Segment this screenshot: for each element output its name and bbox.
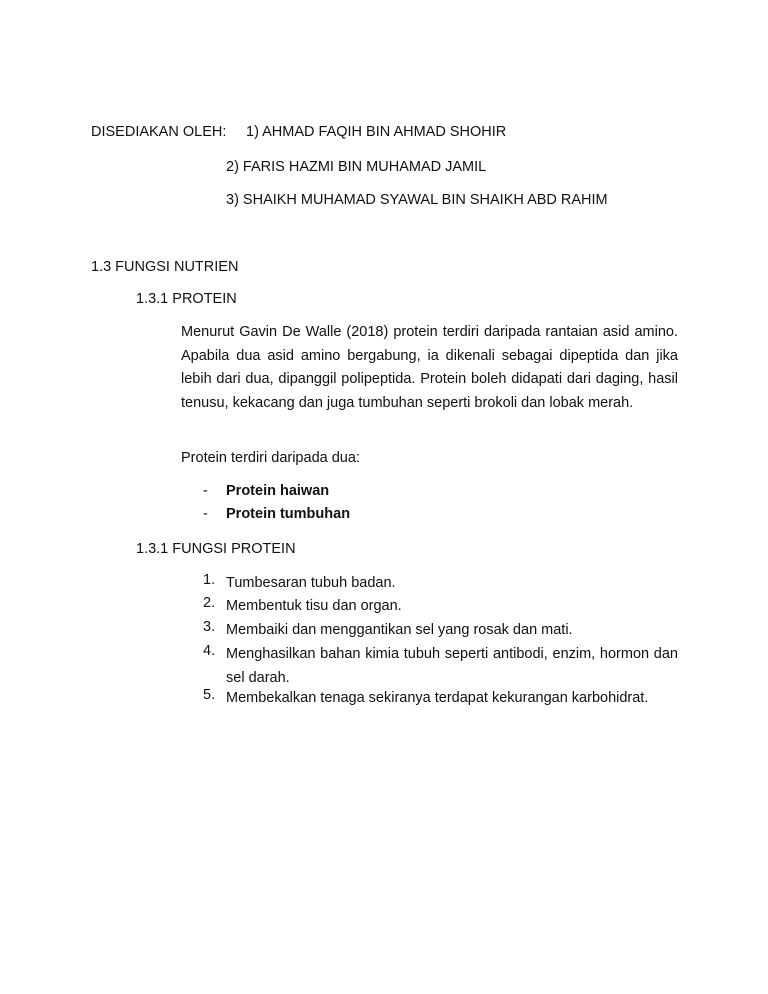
protein-type-plant: Protein tumbuhan bbox=[226, 506, 351, 522]
protein-types-intro: Protein terdiri daripada dua: bbox=[181, 450, 360, 466]
function-number: 5. bbox=[203, 687, 216, 703]
protein-type-animal: Protein haiwan bbox=[226, 483, 330, 499]
author-name-1: 1) AHMAD FAQIH BIN AHMAD SHOHIR bbox=[246, 124, 507, 140]
section-heading: 1.3 FUNGSI NUTRIEN bbox=[91, 259, 239, 275]
function-item: Menghasilkan bahan kimia tubuh seperti antibodi, enzim, hormon dan sel darah. bbox=[226, 646, 678, 686]
prepared-by-label: DISEDIAKAN OLEH: bbox=[91, 124, 227, 140]
protein-paragraph: Menurut Gavin De Walle (2018) protein terdiri daripada rantaian asid amino. Apabila dua asid amino bergabung, ia dikenali sebagai dipeptida dan jika lebih dari dua, dipanggil polipeptida. Protein boleh didapati dari daging, hasil tenusu, kekacang dan juga tumbuhan seperti brokoli dan lobak merah. bbox=[181, 324, 678, 411]
function-number: 3. bbox=[203, 619, 216, 635]
author-name-2: 2) FARIS HAZMI BIN MUHAMAD JAMIL bbox=[226, 159, 487, 175]
author-name-3: 3) SHAIKH MUHAMAD SYAWAL BIN SHAIKH ABD RAHIM bbox=[226, 192, 608, 208]
function-item: Membaiki dan menggantikan sel yang rosak dan mati. bbox=[226, 622, 573, 638]
function-number: 2. bbox=[203, 595, 216, 611]
function-item: Membekalkan tenaga sekiranya terdapat kekurangan karbohidrat. bbox=[226, 690, 649, 706]
function-number: 4. bbox=[203, 643, 216, 659]
functions-heading: 1.3.1 FUNGSI PROTEIN bbox=[136, 541, 296, 557]
bullet-dash: - bbox=[203, 506, 208, 522]
bullet-dash: - bbox=[203, 483, 208, 499]
protein-heading: 1.3.1 PROTEIN bbox=[136, 291, 237, 307]
function-item: Membentuk tisu dan organ. bbox=[226, 598, 402, 614]
function-item: Tumbesaran tubuh badan. bbox=[226, 575, 396, 591]
function-number: 1. bbox=[203, 572, 216, 588]
